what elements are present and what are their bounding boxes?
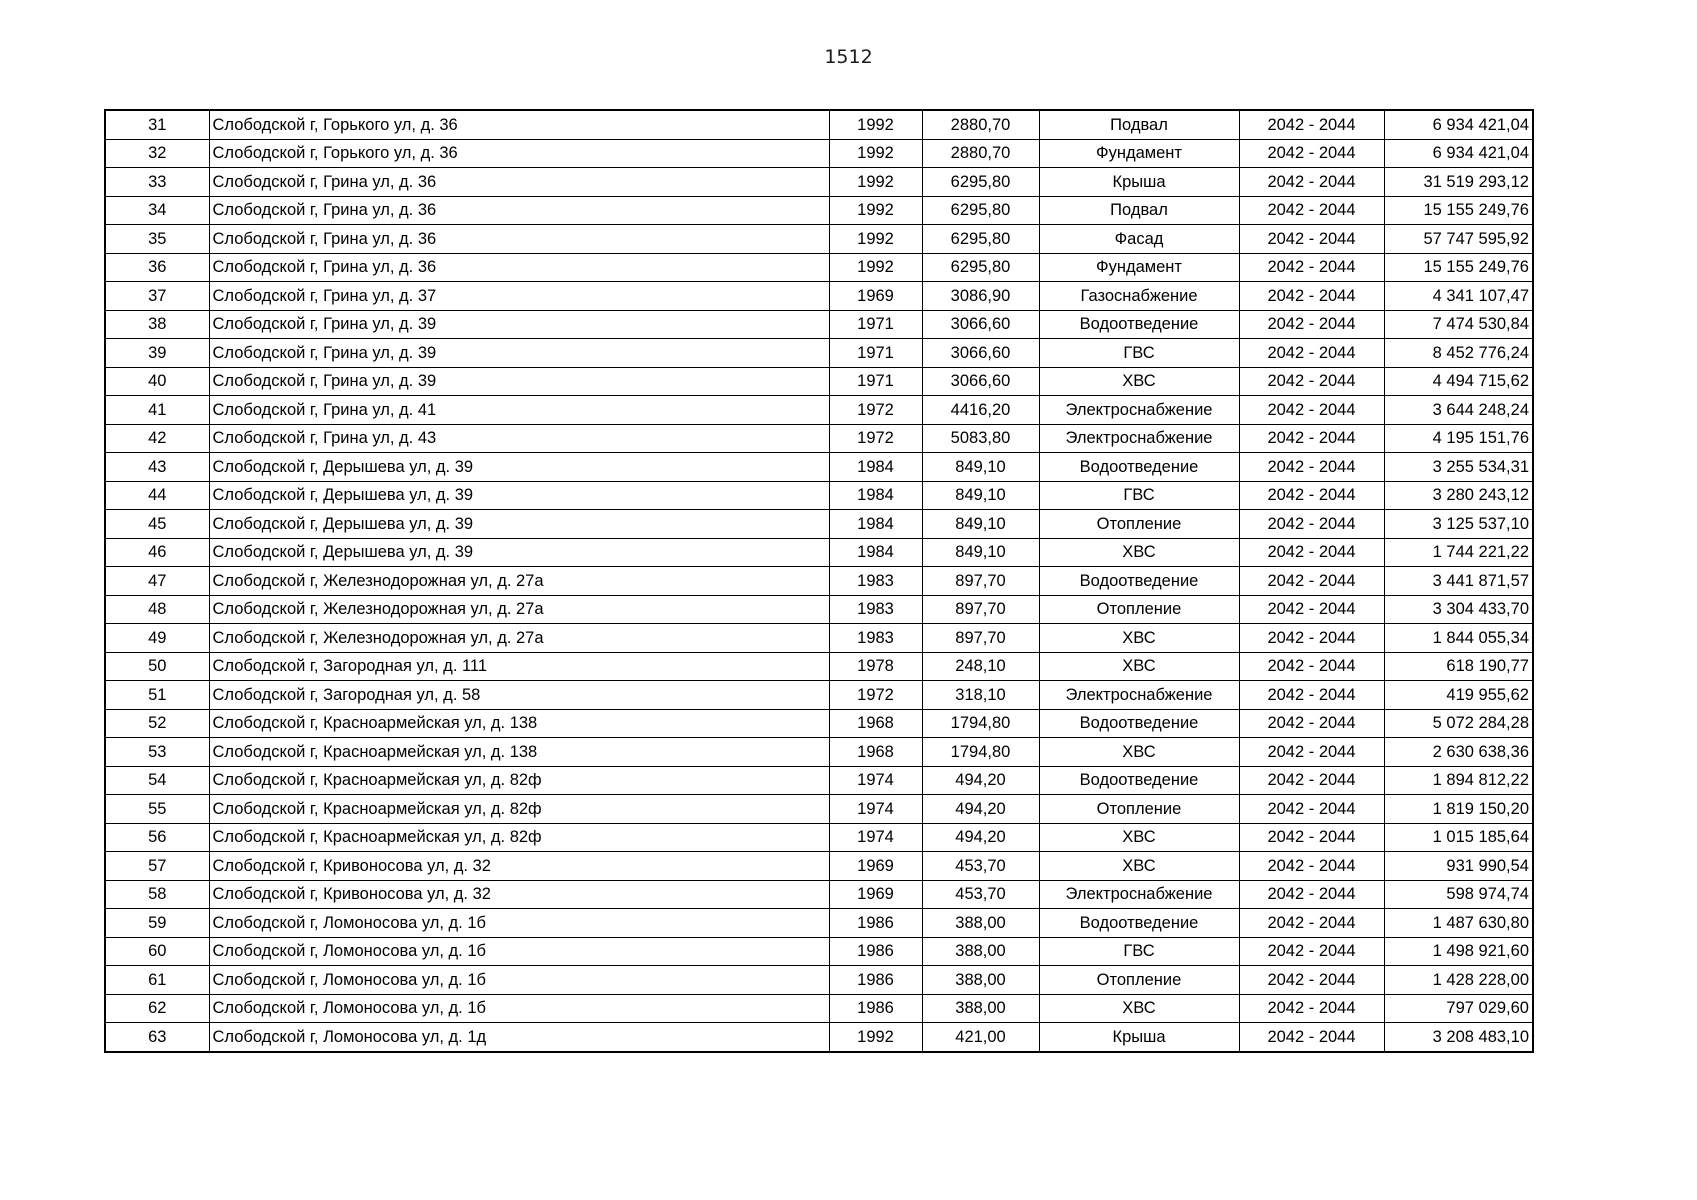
- period-cell: 2042 - 2044: [1239, 310, 1384, 339]
- table-row: [105, 196, 1533, 225]
- area-cell: 318,10: [922, 681, 1039, 710]
- repair-register-table: [104, 109, 1534, 1053]
- row-number: 62: [105, 994, 209, 1023]
- row-number: 57: [105, 852, 209, 881]
- address-cell: Слободской г, Красноармейская ул, д. 82ф: [209, 766, 829, 795]
- address-cell: Слободской г, Дерышева ул, д. 39: [209, 538, 829, 567]
- cost-cell: 1 487 630,80: [1384, 909, 1533, 938]
- table-row: [105, 110, 1533, 139]
- row-number: 34: [105, 196, 209, 225]
- address-cell: Слободской г, Грина ул, д. 36: [209, 196, 829, 225]
- area-cell: 6295,80: [922, 168, 1039, 197]
- period-cell: 2042 - 2044: [1239, 538, 1384, 567]
- table-row: [105, 738, 1533, 767]
- work-type-cell: ХВС: [1039, 624, 1239, 653]
- work-type-cell: Фасад: [1039, 225, 1239, 254]
- work-type-cell: ГВС: [1039, 481, 1239, 510]
- work-type-cell: Крыша: [1039, 168, 1239, 197]
- year-cell: 1972: [829, 424, 922, 453]
- area-cell: 6295,80: [922, 196, 1039, 225]
- address-cell: Слободской г, Красноармейская ул, д. 138: [209, 738, 829, 767]
- area-cell: 248,10: [922, 652, 1039, 681]
- table-row: [105, 994, 1533, 1023]
- work-type-cell: Отопление: [1039, 510, 1239, 539]
- year-cell: 1984: [829, 481, 922, 510]
- work-type-cell: Подвал: [1039, 196, 1239, 225]
- work-type-cell: Водоотведение: [1039, 567, 1239, 596]
- cost-cell: 57 747 595,92: [1384, 225, 1533, 254]
- period-cell: 2042 - 2044: [1239, 1023, 1384, 1052]
- cost-cell: 1 428 228,00: [1384, 966, 1533, 995]
- address-cell: Слободской г, Грина ул, д. 39: [209, 339, 829, 368]
- cost-cell: 1 498 921,60: [1384, 937, 1533, 966]
- period-cell: 2042 - 2044: [1239, 196, 1384, 225]
- area-cell: 388,00: [922, 909, 1039, 938]
- row-number: 59: [105, 909, 209, 938]
- period-cell: 2042 - 2044: [1239, 937, 1384, 966]
- year-cell: 1968: [829, 709, 922, 738]
- period-cell: 2042 - 2044: [1239, 510, 1384, 539]
- row-number: 43: [105, 453, 209, 482]
- period-cell: 2042 - 2044: [1239, 225, 1384, 254]
- year-cell: 1972: [829, 681, 922, 710]
- work-type-cell: Водоотведение: [1039, 766, 1239, 795]
- table-row: [105, 225, 1533, 254]
- table-row: [105, 424, 1533, 453]
- row-number: 32: [105, 139, 209, 168]
- period-cell: 2042 - 2044: [1239, 453, 1384, 482]
- work-type-cell: ХВС: [1039, 994, 1239, 1023]
- area-cell: 897,70: [922, 567, 1039, 596]
- work-type-cell: ГВС: [1039, 339, 1239, 368]
- address-cell: Слободской г, Железнодорожная ул, д. 27а: [209, 624, 829, 653]
- cost-cell: 618 190,77: [1384, 652, 1533, 681]
- period-cell: 2042 - 2044: [1239, 823, 1384, 852]
- year-cell: 1992: [829, 225, 922, 254]
- table-row: [105, 624, 1533, 653]
- area-cell: 2880,70: [922, 110, 1039, 139]
- cost-cell: 3 255 534,31: [1384, 453, 1533, 482]
- address-cell: Слободской г, Горького ул, д. 36: [209, 139, 829, 168]
- register-body: [105, 110, 1533, 1052]
- address-cell: Слободской г, Загородная ул, д. 58: [209, 681, 829, 710]
- table-row: [105, 1023, 1533, 1052]
- row-number: 41: [105, 396, 209, 425]
- cost-cell: 8 452 776,24: [1384, 339, 1533, 368]
- address-cell: Слободской г, Дерышева ул, д. 39: [209, 510, 829, 539]
- area-cell: 3066,60: [922, 310, 1039, 339]
- work-type-cell: Водоотведение: [1039, 709, 1239, 738]
- area-cell: 2880,70: [922, 139, 1039, 168]
- cost-cell: 6 934 421,04: [1384, 139, 1533, 168]
- row-number: 45: [105, 510, 209, 539]
- period-cell: 2042 - 2044: [1239, 994, 1384, 1023]
- address-cell: Слободской г, Железнодорожная ул, д. 27а: [209, 567, 829, 596]
- table-row: [105, 481, 1533, 510]
- cost-cell: 6 934 421,04: [1384, 110, 1533, 139]
- cost-cell: 3 441 871,57: [1384, 567, 1533, 596]
- period-cell: 2042 - 2044: [1239, 795, 1384, 824]
- address-cell: Слободской г, Грина ул, д. 41: [209, 396, 829, 425]
- cost-cell: 4 341 107,47: [1384, 282, 1533, 311]
- row-number: 51: [105, 681, 209, 710]
- row-number: 36: [105, 253, 209, 282]
- period-cell: 2042 - 2044: [1239, 567, 1384, 596]
- cost-cell: 1 744 221,22: [1384, 538, 1533, 567]
- cost-cell: 31 519 293,12: [1384, 168, 1533, 197]
- year-cell: 1971: [829, 339, 922, 368]
- area-cell: 897,70: [922, 624, 1039, 653]
- year-cell: 1992: [829, 110, 922, 139]
- table-row: [105, 709, 1533, 738]
- row-number: 33: [105, 168, 209, 197]
- work-type-cell: Водоотведение: [1039, 310, 1239, 339]
- cost-cell: 4 195 151,76: [1384, 424, 1533, 453]
- row-number: 47: [105, 567, 209, 596]
- year-cell: 1974: [829, 823, 922, 852]
- table-row: [105, 538, 1533, 567]
- address-cell: Слободской г, Горького ул, д. 36: [209, 110, 829, 139]
- row-number: 56: [105, 823, 209, 852]
- row-number: 44: [105, 481, 209, 510]
- area-cell: 453,70: [922, 852, 1039, 881]
- area-cell: 494,20: [922, 795, 1039, 824]
- area-cell: 849,10: [922, 538, 1039, 567]
- work-type-cell: ХВС: [1039, 823, 1239, 852]
- area-cell: 1794,80: [922, 709, 1039, 738]
- area-cell: 4416,20: [922, 396, 1039, 425]
- period-cell: 2042 - 2044: [1239, 139, 1384, 168]
- table-row: [105, 139, 1533, 168]
- address-cell: Слободской г, Грина ул, д. 39: [209, 310, 829, 339]
- work-type-cell: ХВС: [1039, 538, 1239, 567]
- table-row: [105, 880, 1533, 909]
- period-cell: 2042 - 2044: [1239, 282, 1384, 311]
- address-cell: Слободской г, Грина ул, д. 36: [209, 225, 829, 254]
- year-cell: 1986: [829, 994, 922, 1023]
- address-cell: Слободской г, Красноармейская ул, д. 82ф: [209, 823, 829, 852]
- row-number: 58: [105, 880, 209, 909]
- year-cell: 1992: [829, 253, 922, 282]
- table-row: [105, 453, 1533, 482]
- year-cell: 1986: [829, 937, 922, 966]
- cost-cell: 2 630 638,36: [1384, 738, 1533, 767]
- area-cell: 5083,80: [922, 424, 1039, 453]
- year-cell: 1986: [829, 909, 922, 938]
- address-cell: Слободской г, Дерышева ул, д. 39: [209, 453, 829, 482]
- work-type-cell: ХВС: [1039, 652, 1239, 681]
- address-cell: Слободской г, Грина ул, д. 39: [209, 367, 829, 396]
- year-cell: 1978: [829, 652, 922, 681]
- address-cell: Слободской г, Кривоносова ул, д. 32: [209, 880, 829, 909]
- work-type-cell: Водоотведение: [1039, 453, 1239, 482]
- table-row: [105, 339, 1533, 368]
- table-row: [105, 766, 1533, 795]
- period-cell: 2042 - 2044: [1239, 110, 1384, 139]
- row-number: 55: [105, 795, 209, 824]
- year-cell: 1971: [829, 367, 922, 396]
- area-cell: 897,70: [922, 595, 1039, 624]
- year-cell: 1984: [829, 510, 922, 539]
- period-cell: 2042 - 2044: [1239, 624, 1384, 653]
- work-type-cell: Подвал: [1039, 110, 1239, 139]
- row-number: 48: [105, 595, 209, 624]
- period-cell: 2042 - 2044: [1239, 766, 1384, 795]
- work-type-cell: Электроснабжение: [1039, 681, 1239, 710]
- table-row: [105, 396, 1533, 425]
- cost-cell: 1 819 150,20: [1384, 795, 1533, 824]
- area-cell: 388,00: [922, 994, 1039, 1023]
- period-cell: 2042 - 2044: [1239, 852, 1384, 881]
- area-cell: 388,00: [922, 966, 1039, 995]
- year-cell: 1992: [829, 168, 922, 197]
- work-type-cell: Отопление: [1039, 795, 1239, 824]
- cost-cell: 5 072 284,28: [1384, 709, 1533, 738]
- period-cell: 2042 - 2044: [1239, 168, 1384, 197]
- address-cell: Слободской г, Грина ул, д. 36: [209, 168, 829, 197]
- year-cell: 1986: [829, 966, 922, 995]
- table-row: [105, 310, 1533, 339]
- row-number: 42: [105, 424, 209, 453]
- cost-cell: 931 990,54: [1384, 852, 1533, 881]
- period-cell: 2042 - 2044: [1239, 709, 1384, 738]
- year-cell: 1972: [829, 396, 922, 425]
- period-cell: 2042 - 2044: [1239, 909, 1384, 938]
- table-row: [105, 937, 1533, 966]
- period-cell: 2042 - 2044: [1239, 681, 1384, 710]
- area-cell: 3066,60: [922, 367, 1039, 396]
- year-cell: 1992: [829, 139, 922, 168]
- year-cell: 1974: [829, 766, 922, 795]
- year-cell: 1983: [829, 624, 922, 653]
- work-type-cell: Газоснабжение: [1039, 282, 1239, 311]
- period-cell: 2042 - 2044: [1239, 253, 1384, 282]
- year-cell: 1969: [829, 852, 922, 881]
- year-cell: 1983: [829, 567, 922, 596]
- area-cell: 6295,80: [922, 225, 1039, 254]
- cost-cell: 3 304 433,70: [1384, 595, 1533, 624]
- row-number: 49: [105, 624, 209, 653]
- period-cell: 2042 - 2044: [1239, 738, 1384, 767]
- area-cell: 1794,80: [922, 738, 1039, 767]
- work-type-cell: ГВС: [1039, 937, 1239, 966]
- address-cell: Слободской г, Грина ул, д. 36: [209, 253, 829, 282]
- period-cell: 2042 - 2044: [1239, 966, 1384, 995]
- year-cell: 1984: [829, 453, 922, 482]
- work-type-cell: Крыша: [1039, 1023, 1239, 1052]
- row-number: 46: [105, 538, 209, 567]
- cost-cell: 1 844 055,34: [1384, 624, 1533, 653]
- work-type-cell: ХВС: [1039, 738, 1239, 767]
- row-number: 50: [105, 652, 209, 681]
- address-cell: Слободской г, Грина ул, д. 43: [209, 424, 829, 453]
- address-cell: Слободской г, Красноармейская ул, д. 82ф: [209, 795, 829, 824]
- row-number: 39: [105, 339, 209, 368]
- area-cell: 421,00: [922, 1023, 1039, 1052]
- area-cell: 453,70: [922, 880, 1039, 909]
- period-cell: 2042 - 2044: [1239, 367, 1384, 396]
- cost-cell: 15 155 249,76: [1384, 253, 1533, 282]
- address-cell: Слободской г, Грина ул, д. 37: [209, 282, 829, 311]
- cost-cell: 419 955,62: [1384, 681, 1533, 710]
- work-type-cell: Электроснабжение: [1039, 396, 1239, 425]
- table-row: [105, 168, 1533, 197]
- period-cell: 2042 - 2044: [1239, 652, 1384, 681]
- row-number: 63: [105, 1023, 209, 1052]
- address-cell: Слободской г, Ломоносова ул, д. 1б: [209, 966, 829, 995]
- period-cell: 2042 - 2044: [1239, 880, 1384, 909]
- table-row: [105, 253, 1533, 282]
- row-number: 60: [105, 937, 209, 966]
- page-number: 1512: [824, 46, 873, 68]
- work-type-cell: Электроснабжение: [1039, 880, 1239, 909]
- area-cell: 388,00: [922, 937, 1039, 966]
- work-type-cell: Отопление: [1039, 966, 1239, 995]
- period-cell: 2042 - 2044: [1239, 339, 1384, 368]
- cost-cell: 797 029,60: [1384, 994, 1533, 1023]
- address-cell: Слободской г, Ломоносова ул, д. 1б: [209, 937, 829, 966]
- cost-cell: 4 494 715,62: [1384, 367, 1533, 396]
- table-row: [105, 595, 1533, 624]
- work-type-cell: Фундамент: [1039, 253, 1239, 282]
- period-cell: 2042 - 2044: [1239, 595, 1384, 624]
- row-number: 53: [105, 738, 209, 767]
- address-cell: Слободской г, Красноармейская ул, д. 138: [209, 709, 829, 738]
- table-row: [105, 681, 1533, 710]
- work-type-cell: ХВС: [1039, 852, 1239, 881]
- work-type-cell: Отопление: [1039, 595, 1239, 624]
- cost-cell: 7 474 530,84: [1384, 310, 1533, 339]
- year-cell: 1974: [829, 795, 922, 824]
- row-number: 61: [105, 966, 209, 995]
- year-cell: 1969: [829, 880, 922, 909]
- cost-cell: 1 015 185,64: [1384, 823, 1533, 852]
- year-cell: 1969: [829, 282, 922, 311]
- cost-cell: 1 894 812,22: [1384, 766, 1533, 795]
- cost-cell: 598 974,74: [1384, 880, 1533, 909]
- period-cell: 2042 - 2044: [1239, 424, 1384, 453]
- period-cell: 2042 - 2044: [1239, 396, 1384, 425]
- cost-cell: 3 644 248,24: [1384, 396, 1533, 425]
- table-row: [105, 852, 1533, 881]
- area-cell: 494,20: [922, 823, 1039, 852]
- table-row: [105, 909, 1533, 938]
- address-cell: Слободской г, Загородная ул, д. 111: [209, 652, 829, 681]
- table-row: [105, 282, 1533, 311]
- row-number: 40: [105, 367, 209, 396]
- area-cell: 6295,80: [922, 253, 1039, 282]
- area-cell: 849,10: [922, 481, 1039, 510]
- row-number: 37: [105, 282, 209, 311]
- year-cell: 1992: [829, 196, 922, 225]
- address-cell: Слободской г, Ломоносова ул, д. 1б: [209, 909, 829, 938]
- area-cell: 3086,90: [922, 282, 1039, 311]
- area-cell: 849,10: [922, 510, 1039, 539]
- work-type-cell: Фундамент: [1039, 139, 1239, 168]
- year-cell: 1971: [829, 310, 922, 339]
- cost-cell: 15 155 249,76: [1384, 196, 1533, 225]
- table-row: [105, 652, 1533, 681]
- address-cell: Слободской г, Дерышева ул, д. 39: [209, 481, 829, 510]
- row-number: 31: [105, 110, 209, 139]
- cost-cell: 3 208 483,10: [1384, 1023, 1533, 1052]
- row-number: 38: [105, 310, 209, 339]
- year-cell: 1984: [829, 538, 922, 567]
- address-cell: Слободской г, Железнодорожная ул, д. 27а: [209, 595, 829, 624]
- table-row: [105, 567, 1533, 596]
- area-cell: 849,10: [922, 453, 1039, 482]
- table-row: [105, 795, 1533, 824]
- row-number: 35: [105, 225, 209, 254]
- address-cell: Слободской г, Ломоносова ул, д. 1д: [209, 1023, 829, 1052]
- table-row: [105, 367, 1533, 396]
- work-type-cell: ХВС: [1039, 367, 1239, 396]
- year-cell: 1992: [829, 1023, 922, 1052]
- year-cell: 1983: [829, 595, 922, 624]
- cost-cell: 3 280 243,12: [1384, 481, 1533, 510]
- row-number: 52: [105, 709, 209, 738]
- work-type-cell: Электроснабжение: [1039, 424, 1239, 453]
- cost-cell: 3 125 537,10: [1384, 510, 1533, 539]
- address-cell: Слободской г, Ломоносова ул, д. 1б: [209, 994, 829, 1023]
- work-type-cell: Водоотведение: [1039, 909, 1239, 938]
- area-cell: 494,20: [922, 766, 1039, 795]
- address-cell: Слободской г, Кривоносова ул, д. 32: [209, 852, 829, 881]
- area-cell: 3066,60: [922, 339, 1039, 368]
- period-cell: 2042 - 2044: [1239, 481, 1384, 510]
- table-row: [105, 823, 1533, 852]
- row-number: 54: [105, 766, 209, 795]
- table-row: [105, 510, 1533, 539]
- year-cell: 1968: [829, 738, 922, 767]
- table-row: [105, 966, 1533, 995]
